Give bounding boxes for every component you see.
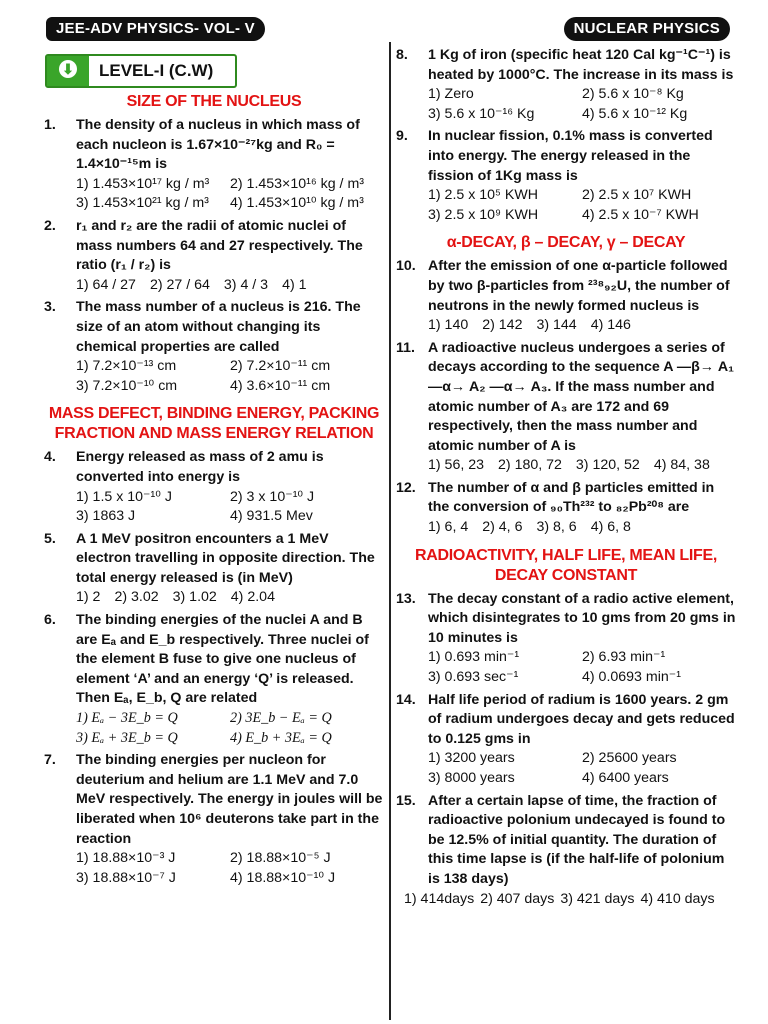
question-7 xyxy=(44,751,384,888)
question-11 xyxy=(396,339,736,476)
option: 2) 6.93 min⁻¹ xyxy=(582,649,666,666)
option: 2) 142 xyxy=(482,317,523,334)
option: 3) 7.2×10⁻¹⁰ cm xyxy=(76,377,178,394)
question-4 xyxy=(44,448,384,526)
option: 1) 0.693 min⁻¹ xyxy=(428,649,520,666)
option: 2) 4, 6 xyxy=(482,519,523,536)
option: 3) 120, 52 xyxy=(575,457,640,474)
question-12 xyxy=(396,479,736,538)
question-number: 5. xyxy=(44,530,56,547)
option: 3) 2.5 x 10⁹ KWH xyxy=(428,206,539,223)
question-number: 11. xyxy=(396,339,415,356)
question-10 xyxy=(396,257,736,335)
book-title-badge: JEE-ADV PHYSICS- VOL- V xyxy=(46,17,265,41)
option: 4) 2.5 x 10⁻⁷ KWH xyxy=(582,206,699,223)
question-number: 3. xyxy=(44,299,56,316)
option: 4) 0.0693 min⁻¹ xyxy=(582,669,681,686)
option: 1) 56, 23 xyxy=(428,457,485,474)
option: 3) 421 days xyxy=(560,890,635,907)
option: 3) 1.02 xyxy=(172,589,217,606)
option: 3) 5.6 x 10⁻¹⁶ Kg xyxy=(428,105,535,122)
right-column xyxy=(396,46,736,909)
option: 3) 4 / 3 xyxy=(223,276,269,293)
question-text: The decay constant of a radio active element, which disintegrates to 10 gms from 20 gms in 10 minutes is xyxy=(428,590,736,646)
chapter-title-badge: NUCLEAR PHYSICS xyxy=(564,17,730,41)
question-text: The density of a nucleus in which mass of each nucleon is 1.67×10⁻²⁷kg and R₀ = 1.4×10⁻¹⁵m is xyxy=(76,117,360,173)
download-arrow-icon: ⬇ xyxy=(47,56,89,86)
question-9 xyxy=(396,127,736,225)
option: 3) Eₐ + 3E_b = Q xyxy=(76,729,178,746)
option: 1) 18.88×10⁻³ J xyxy=(76,850,176,867)
question-number: 13. xyxy=(396,590,416,607)
option: 3) 144 xyxy=(536,317,577,334)
question-number: 14. xyxy=(396,691,416,708)
option: 1) 414days xyxy=(404,890,475,907)
option: 2) 180, 72 xyxy=(498,457,562,474)
option: 2) 407 days xyxy=(480,890,555,907)
question-text: r₁ and r₂ are the radii of atomic nuclei of mass numbers 64 and 27 respectively. The ratio (r₁ / r₂) is xyxy=(76,217,363,274)
section-heading: α-DECAY, β – DECAY, γ – DECAY xyxy=(446,234,686,252)
question-number: 8. xyxy=(396,47,408,63)
option: 2) 1.453×10¹⁶ kg / m³ xyxy=(230,175,364,192)
question-5 xyxy=(44,530,384,608)
question-13 xyxy=(396,590,736,688)
question-2 xyxy=(44,217,384,295)
section-heading: RADIOACTIVITY, HALF LIFE, MEAN LIFE, DECAY CONSTANT xyxy=(414,546,718,584)
question-8 xyxy=(396,46,736,124)
question-text: After the emission of one α-particle followed by two β-particles from ²³⁸₉₂U, the number of neutrons in the newly formed nucleus is xyxy=(428,258,730,314)
option: 3) 8000 years xyxy=(428,770,515,786)
column-divider xyxy=(389,42,391,1020)
question-number: 4. xyxy=(44,449,56,466)
question-number: 1. xyxy=(44,117,56,133)
option: 3) 0.693 sec⁻¹ xyxy=(428,669,519,686)
option: 4) 6400 years xyxy=(582,770,669,786)
option: 4) 3.6×10⁻¹¹ cm xyxy=(230,377,331,394)
question-number: 7. xyxy=(44,752,56,769)
question-number: 2. xyxy=(44,217,56,234)
question-text: A radioactive nucleus undergoes a series of decays according to the sequence A —β→ A₁ —α→ A₂ —α→ A₃. If the mass number and atomic number of A₃ are 172 and 69 respectively, then the mass number and atomic number of A is xyxy=(428,339,734,454)
question-14 xyxy=(396,691,736,789)
question-text: Half life period of radium is 1600 years. 2 gm of radium undergoes decay and gets reduced to 0.125 gms in xyxy=(428,691,735,747)
question-3 xyxy=(44,298,384,396)
option: 1) 1.5 x 10⁻¹⁰ J xyxy=(76,488,172,505)
option: 4) 5.6 x 10⁻¹² Kg xyxy=(582,105,688,122)
option: 1) 1.453×10¹⁷ kg / m³ xyxy=(76,175,210,192)
question-text: In nuclear fission, 0.1% mass is converted into energy. The energy released in the fission of 1Kg mass is xyxy=(428,128,713,184)
option: 2) 7.2×10⁻¹¹ cm xyxy=(230,358,331,375)
question-text: 1 Kg of iron (specific heat 120 Cal kg⁻¹C⁻¹) is heated by 1000°C. The increase in its mass is xyxy=(428,47,734,83)
question-text: After a certain lapse of time, the fraction of radioactive polonium undecayed is found to be 12.5% of initial quantity. The duration of this time lapse is (if the half-life of polonium is 138 days) xyxy=(428,792,726,887)
option: 2) 25600 years xyxy=(582,750,677,767)
question-text: Energy released as mass of 2 amu is converted into energy is xyxy=(76,449,324,485)
option: 1) 6, 4 xyxy=(428,519,469,536)
option: 4) 146 xyxy=(590,317,631,334)
question-text: The binding energies per nucleon for deuterium and helium are 1.1 MeV and 7.0 MeV respectively. The energy in joules will be liberated when 10⁶ deuterons take part in the reaction xyxy=(76,752,383,847)
option: 2) 3 x 10⁻¹⁰ J xyxy=(230,488,315,505)
option: 4) 84, 38 xyxy=(653,457,710,474)
question-1 xyxy=(44,116,384,214)
option: 4) 18.88×10⁻¹⁰ J xyxy=(230,869,336,886)
option: 4) E_b + 3Eₐ = Q xyxy=(230,729,332,746)
question-number: 9. xyxy=(396,128,408,145)
option: 4) 410 days xyxy=(640,890,715,907)
option: 2) 3.02 xyxy=(114,589,159,606)
left-column xyxy=(44,90,384,888)
option: 2) 3E_b − Eₐ = Q xyxy=(230,710,332,727)
option: 4) 6, 8 xyxy=(590,519,631,536)
option: 2) 27 / 64 xyxy=(149,276,210,293)
option: 2) 18.88×10⁻⁵ J xyxy=(230,850,331,867)
option: 2) 5.6 x 10⁻⁸ Kg xyxy=(582,86,684,103)
option: 3) 8, 6 xyxy=(536,519,577,536)
option: 4) 931.5 Mev xyxy=(230,508,313,525)
option: 1) 140 xyxy=(428,317,469,334)
option: 1) 7.2×10⁻¹³ cm xyxy=(76,358,177,375)
option: 4) 2.04 xyxy=(230,589,275,606)
question-text: The mass number of a nucleus is 216. The size of an atom without changing its chemical properties are called xyxy=(76,299,361,355)
option: 3) 18.88×10⁻⁷ J xyxy=(76,869,176,886)
option: 2) 2.5 x 10⁷ KWH xyxy=(582,187,692,204)
option: 1) 2.5 x 10⁵ KWH xyxy=(428,187,538,204)
option: 3) 1.453×10²¹ kg / m³ xyxy=(76,195,209,212)
level-badge xyxy=(45,54,237,88)
option: 3) 1863 J xyxy=(76,508,136,525)
question-text: The number of α and β particles emitted in the conversion of ₉₀Th²³² to ₈₂Pb²⁰⁸ are xyxy=(428,479,715,516)
question-number: 10. xyxy=(396,258,416,275)
question-text: The binding energies of the nuclei A and B are Eₐ and E_b respectively. Three nuclei of the element B fuse to give one nucleus of element ‘A’ and an energy ‘Q’ is released. Then Eₐ, E_b, Q are related xyxy=(76,612,369,707)
question-number: 12. xyxy=(396,479,416,496)
question-number: 15. xyxy=(396,792,416,809)
question-number: 6. xyxy=(44,612,56,629)
option: 4) 1.453×10¹⁰ kg / m³ xyxy=(230,195,364,212)
option: 1) 2 xyxy=(76,589,101,606)
option: 1) 64 / 27 xyxy=(76,276,136,293)
section-heading: SIZE OF THE NUCLEUS xyxy=(126,93,302,110)
option: 4) 1 xyxy=(282,276,307,293)
question-text: A 1 MeV positron encounters a 1 MeV electron travelling in opposite direction. The total energy released is (in MeV) xyxy=(76,530,375,586)
question-6 xyxy=(44,611,384,748)
section-heading: MASS DEFECT, BINDING ENERGY, PACKING FRACTION AND MASS ENERGY RELATION xyxy=(48,405,380,443)
option: 1) 3200 years xyxy=(428,750,515,767)
question-15 xyxy=(396,792,736,910)
level-label: LEVEL-I (C.W) xyxy=(99,61,214,80)
option: 1) Zero xyxy=(428,86,474,103)
option: 1) Eₐ − 3E_b = Q xyxy=(76,710,178,727)
